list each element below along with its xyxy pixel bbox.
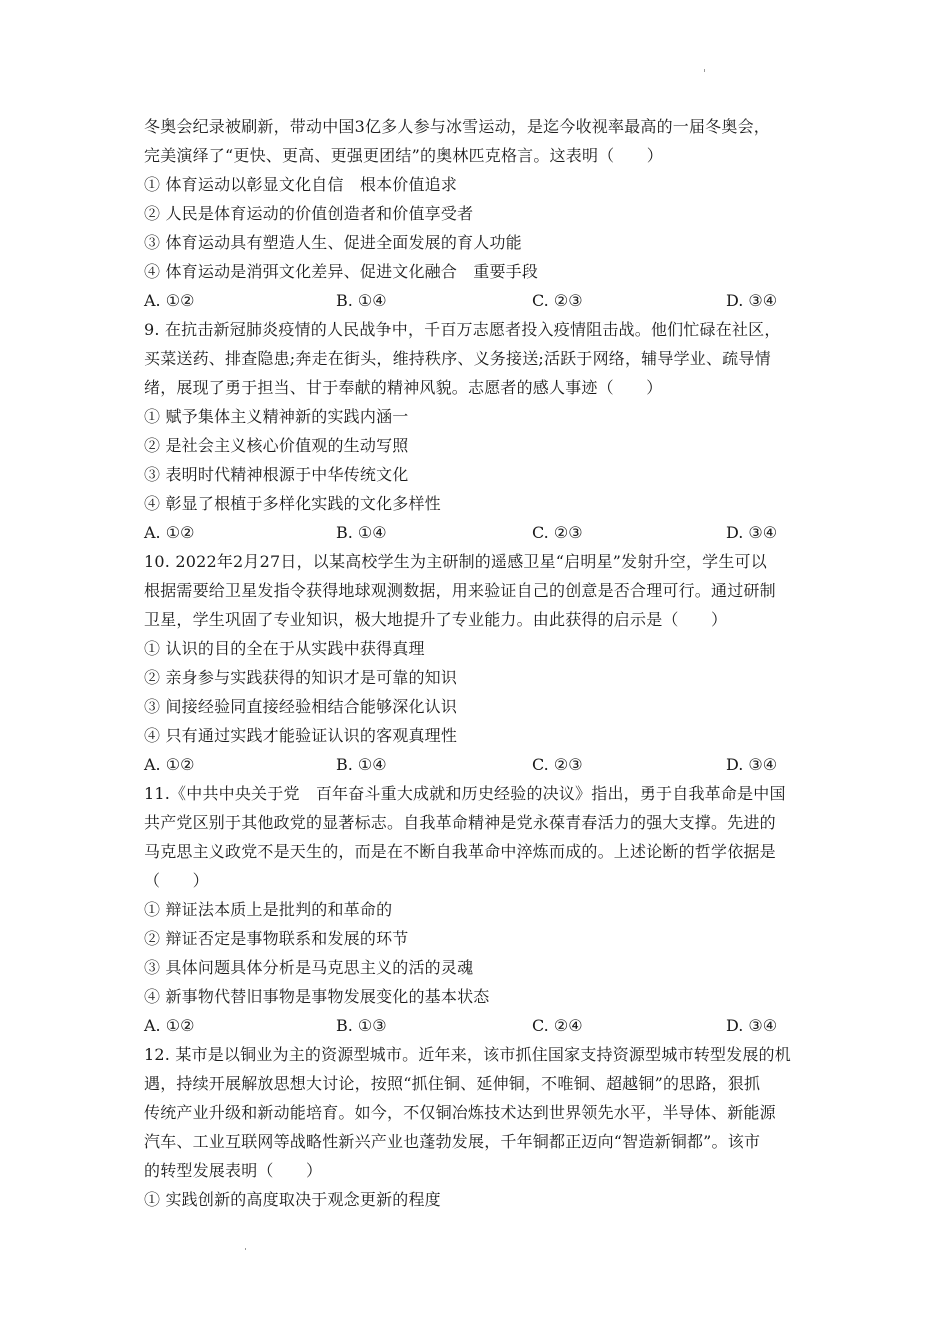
question-stem-line: 10. 2022年2月27日，以某高校学生为主研制的遥感卫星“启明星”发射升空，学生可以 (144, 552, 767, 571)
question-stem-line: 传统产业升级和新动能培育。如今，不仅铜冶炼技术达到世界领先水平，半导体、新能源 (144, 1103, 776, 1122)
option-a: A. ①② (144, 755, 195, 774)
statement-1: ① 体育运动以彰显文化自信 根本价值追求 (144, 175, 458, 194)
question-stem-line: 绪，展现了勇于担当、甘于奉献的精神风貌。志愿者的感人事迹（ ） (144, 378, 663, 397)
answer-options (144, 286, 808, 315)
option-c: C. ②③ (532, 755, 583, 774)
question-12 (144, 1040, 808, 1214)
statement-1: ① 实践创新的高度取决于观念更新的程度 (144, 1190, 441, 1209)
option-d: D. ③④ (726, 1016, 778, 1035)
question-8 (144, 112, 808, 315)
option-c: C. ②④ (532, 1016, 583, 1035)
question-stem-line: 根据需要给卫星发指令获得地球观测数据，用来验证自己的创意是否合理可行。通过研制 (144, 581, 776, 600)
statement-3: ③ 表明时代精神根源于中华传统文化 (144, 465, 409, 484)
question-stem-line: 12. 某市是以铜业为主的资源型城市。近年来，该市抓住国家支持资源型城市转型发展的机 (144, 1045, 791, 1064)
question-9 (144, 315, 808, 547)
answer-options (144, 518, 808, 547)
statement-2: ② 辩证否定是事物联系和发展的环节 (144, 929, 409, 948)
question-stem-line: 9. 在抗击新冠肺炎疫情的人民战争中，千百万志愿者投入疫情阻击战。他们忙碌在社区， (144, 320, 781, 339)
question-stem-line: 汽车、工业互联网等战略性新兴产业也蓬勃发展，千年铜都正迈向“智造新铜都”。该市 (144, 1132, 761, 1151)
header-dot-mark (704, 69, 705, 72)
answer-options (144, 1011, 808, 1040)
option-a: A. ①② (144, 523, 195, 542)
exam-page-content (144, 112, 808, 1214)
statement-4: ④ 彰显了根植于多样化实践的文化多样性 (144, 494, 441, 513)
option-a: A. ①② (144, 291, 195, 310)
option-b: B. ①④ (336, 755, 387, 774)
option-a: A. ①② (144, 1016, 195, 1035)
question-stem-line: 买菜送药、排查隐患;奔走在街头，维持秩序、义务接送;活跃于网络，辅导学业、疏导情 (144, 349, 771, 368)
question-stem-line: 卫星，学生巩固了专业知识，极大地提升了专业能力。由此获得的启示是（ ） (144, 610, 728, 629)
question-11 (144, 779, 808, 1040)
statement-4: ④ 体育运动是消弭文化差异、促进文化融合 重要手段 (144, 262, 539, 281)
footer-dot-mark (245, 1248, 246, 1250)
statement-2: ② 亲身参与实践获得的知识才是可靠的知识 (144, 668, 458, 687)
question-stem-line: 冬奥会纪录被刷新，带动中国3亿多人参与冰雪运动，是迄今收视率最高的一届冬奥会， (144, 117, 770, 136)
statement-4: ④ 只有通过实践才能验证认识的客观真理性 (144, 726, 458, 745)
statement-1: ① 认识的目的全在于从实践中获得真理 (144, 639, 425, 658)
statement-1: ① 辩证法本质上是批判的和革命的 (144, 900, 393, 919)
option-c: C. ②③ (532, 523, 583, 542)
option-b: B. ①③ (336, 1016, 387, 1035)
question-stem-line: 的转型发展表明（ ） (144, 1161, 323, 1180)
option-b: B. ①④ (336, 291, 387, 310)
statement-3: ③ 间接经验同直接经验相结合能够深化认识 (144, 697, 458, 716)
question-stem-line: 马克思主义政党不是天生的，而是在不断自我革命中淬炼而成的。上述论断的哲学依据是 (144, 842, 776, 861)
option-c: C. ②③ (532, 291, 583, 310)
statement-2: ② 是社会主义核心价值观的生动写照 (144, 436, 409, 455)
question-stem-line: 共产党区别于其他政党的显著标志。自我革命精神是党永葆青春活力的强大支撑。先进的 (144, 813, 776, 832)
statement-4: ④ 新事物代替旧事物是事物发展变化的基本状态 (144, 987, 490, 1006)
option-d: D. ③④ (726, 523, 778, 542)
question-stem-line: 11.《中共中央关于党 百年奋斗重大成就和历史经验的决议》指出，勇于自我革命是中国 (144, 784, 786, 803)
statement-1: ① 赋予集体主义精神新的实践内涵一 (144, 407, 409, 426)
question-stem-line: 完美演绎了“更快、更高、更强更团结”的奥林匹克格言。这表明（ ） (144, 146, 663, 165)
statement-3: ③ 具体问题具体分析是马克思主义的活的灵魂 (144, 958, 474, 977)
answer-options (144, 750, 808, 779)
statement-3: ③ 体育运动具有塑造人生、促进全面发展的育人功能 (144, 233, 522, 252)
option-d: D. ③④ (726, 291, 778, 310)
question-stem-line: 遇，持续开展解放思想大讨论，按照“抓住铜、延伸铜，不唯铜、超越铜”的思路，狠抓 (144, 1074, 761, 1093)
statement-2: ② 人民是体育运动的价值创造者和价值享受者 (144, 204, 474, 223)
question-stem-line: （ ） (144, 871, 209, 890)
option-b: B. ①④ (336, 523, 387, 542)
option-d: D. ③④ (726, 755, 778, 774)
question-10 (144, 547, 808, 779)
